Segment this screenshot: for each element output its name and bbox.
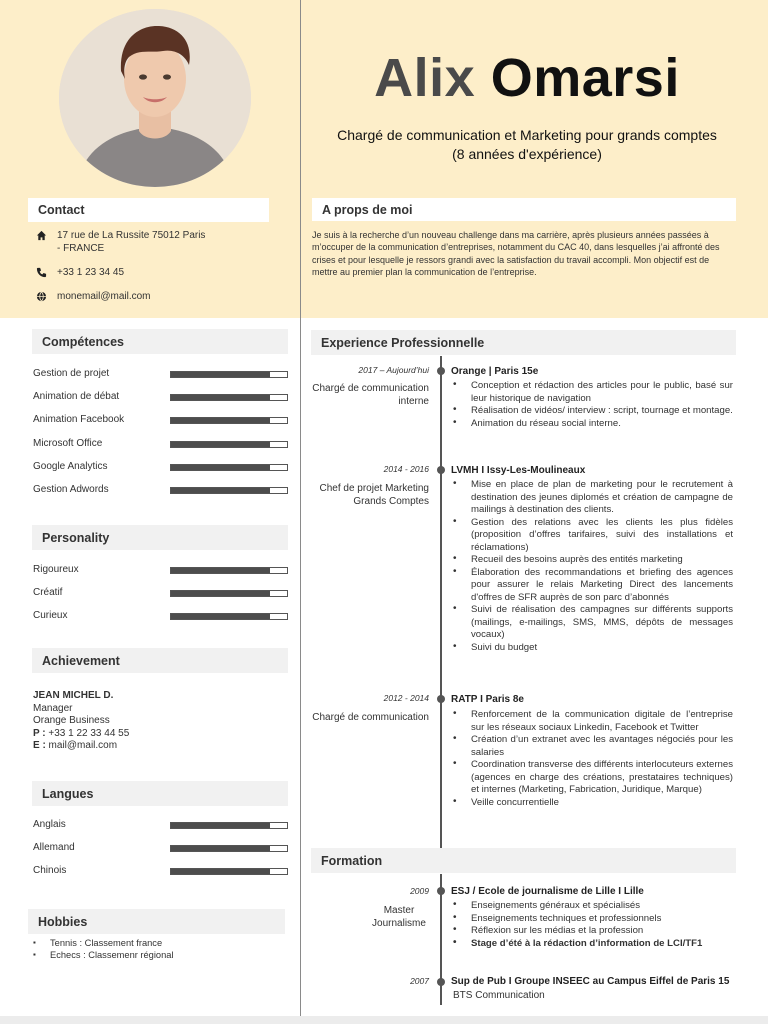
task-item: • Mise en place de plan de marketing pour le recrutement à destination des jeunes diplomés et création de campagne de mailings à destination des clients.: [451, 479, 733, 517]
skill-label: Animation Facebook: [33, 414, 125, 426]
reference-phone: [33, 728, 129, 741]
timeline-dot: [437, 887, 445, 895]
skill-level-fill: [171, 442, 270, 447]
languages-heading: [32, 781, 288, 806]
task-item: • Renforcement de la communication digitale de l’entreprise sur les réseaux sociaux Linkedin, Facebook et Twitter: [451, 709, 733, 734]
reference-role: Manager: [33, 702, 73, 714]
home-icon: [35, 229, 47, 241]
reference-name: JEAN MICHEL D.: [33, 690, 114, 701]
education-school: Sup de Pub I Groupe INSEEC au Campus Eiffel de Paris 15: [451, 976, 730, 987]
job-date: 2012 - 2014: [383, 693, 429, 703]
full-name: [302, 48, 752, 108]
reference-company: Orange Business: [33, 715, 110, 726]
personality-row: [33, 586, 288, 600]
skill-label: Animation de débat: [33, 391, 120, 403]
skill-level-bar: [170, 464, 288, 471]
skill-level-bar: [170, 417, 288, 424]
skill-level-bar: [170, 394, 288, 401]
hobby-item: ▪ Echecs : Classemenr régional: [33, 950, 174, 960]
timeline-dot: [437, 367, 445, 375]
job-company: Orange | Paris 15e: [451, 366, 539, 377]
reference-email-label: E :: [33, 740, 46, 751]
timeline-dot: [437, 695, 445, 703]
personality-heading: [32, 525, 288, 550]
skill-label: Google Analytics: [33, 460, 108, 472]
skill-row: [33, 390, 288, 404]
reference-phone-value: +33 1 22 33 44 55: [45, 727, 130, 739]
experience-timeline: [440, 356, 442, 848]
globe-icon: [35, 290, 47, 302]
achievement-heading: [32, 648, 288, 673]
job-tasks: [451, 709, 733, 809]
education-degree: [311, 904, 429, 930]
skill-level-bar: [170, 487, 288, 494]
skill-level-fill: [171, 418, 270, 423]
skill-level-fill: [171, 488, 270, 493]
task-item: • Suivi de réalisation des campagnes sur différents supports (mailings, e-mailings, SMS, MMS, dépôts de messages vocaux): [451, 604, 733, 642]
skill-label: Gestion de projet: [33, 368, 110, 379]
education-school: ESJ / Ecole de journalisme de Lille I Lille: [451, 886, 644, 897]
about-text: Je suis à la recherche d’un nouveau challenge dans ma carrière, après plusieurs années passées à m’occuper de la communication d’entreprises, notamment du CAC 40, dans lesquelles j’ai affronté des crises et pour lesquelle je ressors grandi avec la satisfaction du travail accompli. Mon objectif est de mettre au premier plan la communication de l’entreprise.: [312, 230, 720, 278]
task-item: • Gestion des relations avec les clients les plus fidèles (proposition d’offres tarifaires, suivi des installations et réclamations): [451, 517, 733, 555]
topic-item: • Réflexion sur les médias et la profession: [451, 925, 733, 938]
personality-heading-label: Personality: [42, 530, 110, 545]
last-name: Omarsi: [490, 48, 680, 108]
job-title: Chargé de communication et Marketing pour grands comptes (8 années d'expérience): [337, 127, 717, 162]
skill-level-fill: [171, 465, 270, 470]
job-role: Chargé de communication interne: [312, 383, 429, 407]
skills-heading: [32, 329, 288, 354]
personality-row: [33, 609, 288, 623]
task-item: • Veille concurrentielle: [451, 797, 733, 810]
personality-label: Curieux: [33, 610, 68, 621]
timeline-dot: [437, 978, 445, 986]
task-item: • Élaboration des recommandations et briefing des agences pour assurer le relais Marketing Direct des lancements d'offres de SFR auprès de son parc d’abonnés: [451, 567, 733, 605]
about-heading: [312, 198, 736, 221]
language-row: [33, 864, 288, 878]
job-tasks: [451, 380, 733, 430]
email-address: monemail@mail.com: [57, 291, 151, 302]
contact-heading-label: Contact: [38, 203, 85, 217]
address-line2: - FRANCE: [57, 243, 105, 254]
skill-level-bar: [170, 441, 288, 448]
personality-level-fill: [171, 614, 270, 619]
reference-phone-label: P :: [33, 727, 46, 739]
job-tasks: [451, 479, 733, 654]
education-detail: BTS Communication: [453, 990, 545, 1001]
phone-number: +33 1 23 34 45: [57, 267, 125, 278]
experience-heading: [311, 330, 736, 355]
experience-heading-label: Experience Professionnelle: [321, 335, 485, 350]
topic-item: • Stage d’été à la rédaction d’information de LCI/TF1: [451, 938, 733, 951]
personality-level-fill: [171, 591, 270, 596]
reference-email: [33, 740, 129, 753]
personality-level-bar: [170, 567, 288, 574]
education-topics: [451, 900, 733, 950]
language-level-fill: [171, 823, 270, 828]
contact-heading: [28, 198, 269, 222]
education-heading-label: Formation: [321, 853, 383, 868]
language-label: Allemand: [33, 842, 75, 853]
skill-row: [33, 483, 288, 497]
topic-item: • Enseignements techniques et professionnels: [451, 913, 733, 926]
personality-level-bar: [170, 613, 288, 620]
topic-item: • Enseignements généraux et spécialisés: [451, 900, 733, 913]
language-row: [33, 818, 288, 832]
education-degree-label: Master Journalisme: [372, 905, 426, 929]
skills-heading-label: Compétences: [42, 334, 124, 349]
language-level-fill: [171, 846, 270, 851]
hobby-label: Echecs : Classemenr régional: [50, 950, 174, 960]
skill-level-bar: [170, 371, 288, 378]
job-role: Chef de projet Marketing Grands Comptes: [319, 483, 429, 507]
address-line1: 17 rue de La Russite 75012 Paris: [57, 230, 206, 241]
skill-row: [33, 413, 288, 427]
skill-row: [33, 437, 288, 451]
profile-photo: [59, 9, 251, 187]
task-item: • Recueil des besoins auprès des entités marketing: [451, 554, 733, 567]
column-divider: [300, 0, 301, 1024]
bottom-strip: [0, 1016, 768, 1024]
language-label: Anglais: [33, 819, 66, 830]
personality-level-fill: [171, 568, 270, 573]
personality-level-bar: [170, 590, 288, 597]
education-heading: [311, 848, 736, 873]
language-level-bar: [170, 822, 288, 829]
phone-icon: [35, 266, 47, 278]
education-date: 2007: [410, 976, 429, 986]
personality-label: Rigoureux: [33, 564, 79, 575]
portrait-illustration: [59, 9, 251, 187]
skill-label: Microsoft Office: [33, 437, 103, 449]
job-date: 2014 - 2016: [383, 464, 429, 474]
hobby-item: ▪ Tennis : Classement france: [33, 938, 163, 948]
skill-label: Gestion Adwords: [33, 484, 109, 495]
reference-block: [33, 690, 129, 753]
hobbies-heading-label: Hobbies: [38, 914, 88, 929]
skill-row: [33, 367, 288, 381]
task-item: • Conception et rédaction des articles pour le public, basé sur leur historique de navigation: [451, 380, 733, 405]
personality-label: Créatif: [33, 587, 63, 598]
languages-heading-label: Langues: [42, 786, 94, 801]
job-company: RATP I Paris 8e: [451, 694, 524, 705]
first-name: Alix: [374, 48, 476, 108]
timeline-dot: [437, 466, 445, 474]
task-item: • Animation du réseau social interne.: [451, 418, 733, 431]
skill-row: [33, 460, 288, 474]
task-item: • Suivi du budget: [451, 642, 733, 655]
language-row: [33, 841, 288, 855]
skill-level-fill: [171, 372, 270, 377]
job-company: LVMH I Issy-Les-Moulineaux: [451, 465, 586, 476]
education-date: 2009: [410, 886, 429, 896]
job-date: 2017 – Aujourd’hui: [358, 365, 429, 375]
achievement-heading-label: Achievement: [42, 653, 120, 668]
hobby-label: Tennis : Classement france: [50, 938, 163, 948]
language-label: Chinois: [33, 865, 67, 876]
language-level-bar: [170, 868, 288, 875]
hobbies-list: [33, 937, 174, 961]
language-level-bar: [170, 845, 288, 852]
task-item: • Coordination transverse des différents interlocuteurs externes (agences en charge des créations, prestataires techniques) et internes (Marketing, Fabrication, Juridique, Marque): [451, 759, 733, 797]
job-role: Chargé de communication: [312, 712, 429, 723]
skill-level-fill: [171, 395, 270, 400]
personality-row: [33, 563, 288, 577]
task-item: • Création d’un extranet avec les avantages négociés pour les salaries: [451, 734, 733, 759]
hobbies-heading: [28, 909, 285, 934]
language-level-fill: [171, 869, 270, 874]
about-heading-label: A props de moi: [322, 202, 413, 217]
reference-email-value: mail@mail.com: [45, 740, 118, 751]
task-item: • Réalisation de vidéos/ interview : script, tournage et montage.: [451, 405, 733, 418]
